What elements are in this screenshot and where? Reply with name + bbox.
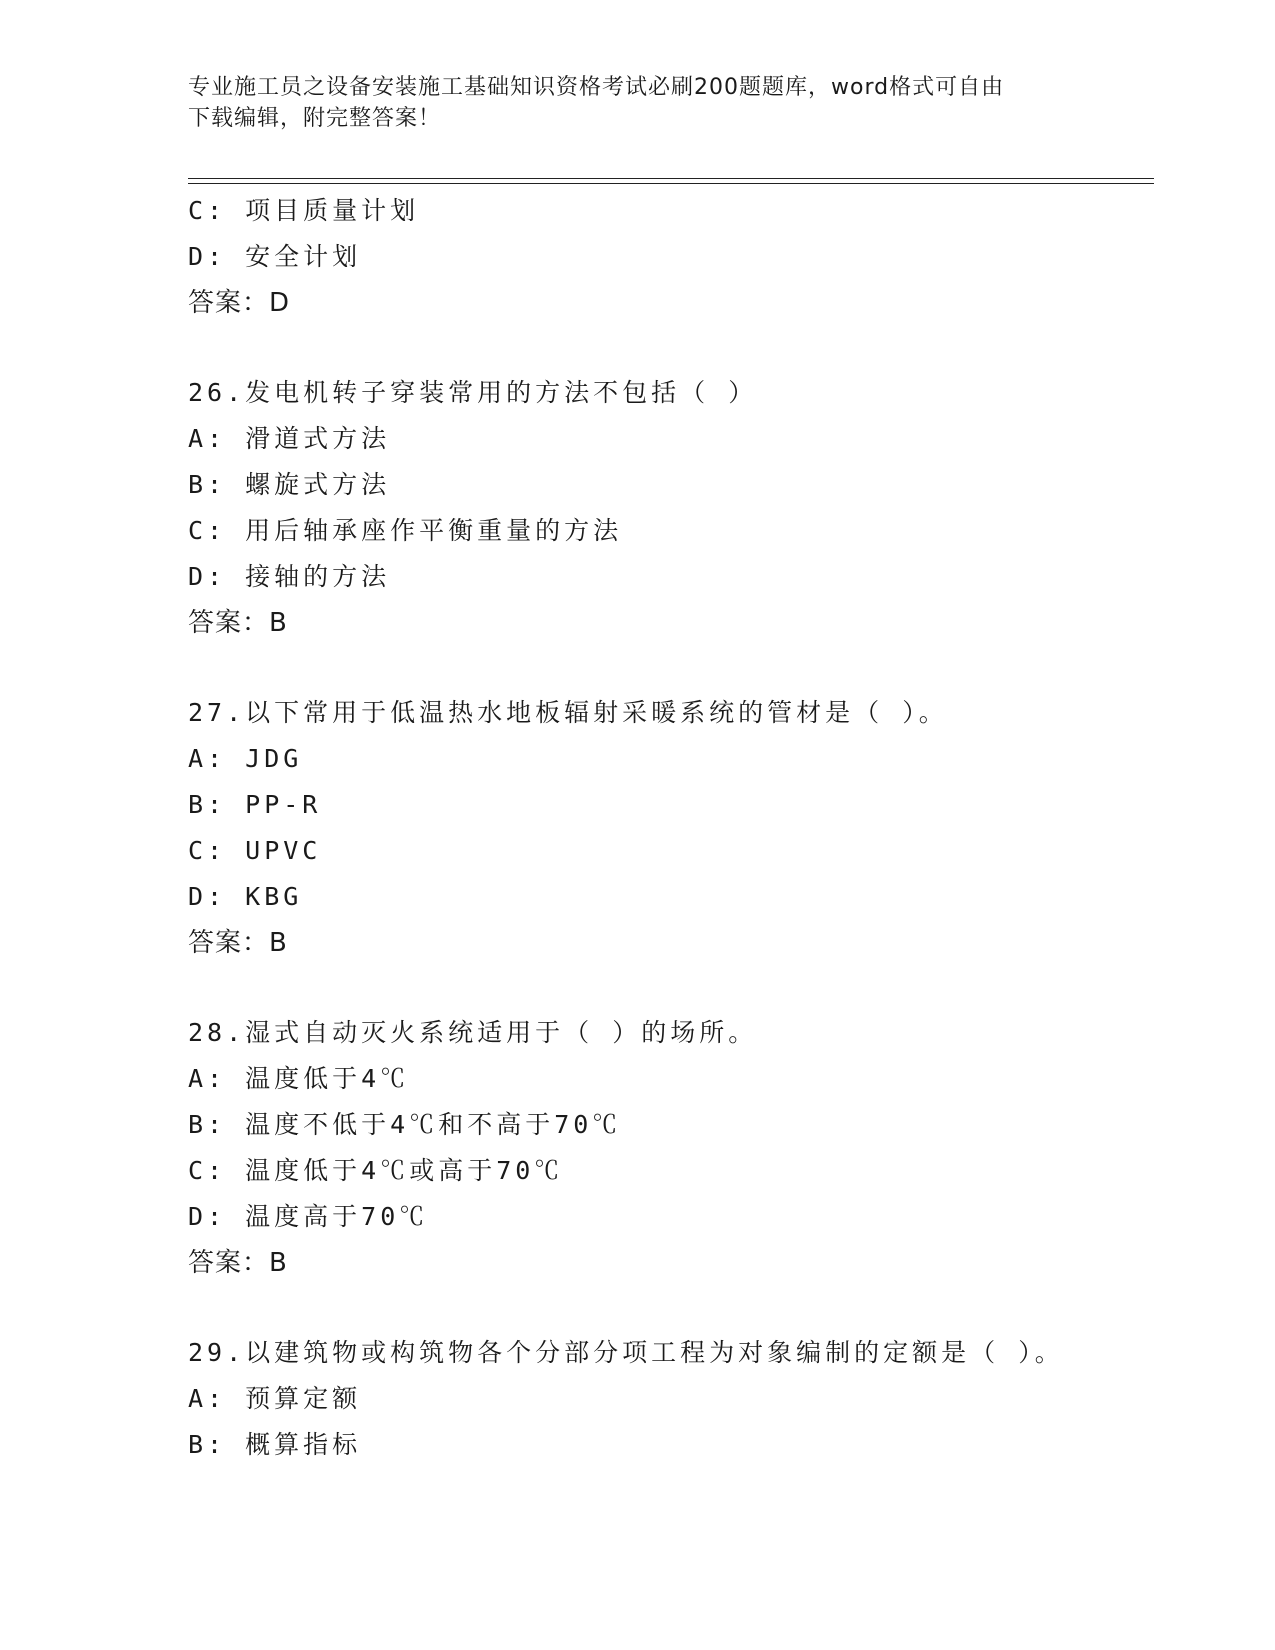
option-d: D: 温度高于70℃: [188, 1202, 429, 1231]
option-d: D: 安全计划: [188, 242, 362, 271]
question-25-continued: [188, 188, 1154, 326]
option-b: B: 温度不低于4℃和不高于70℃: [188, 1110, 622, 1139]
option-a: A: JDG: [188, 744, 303, 773]
option-d: D: 接轴的方法: [188, 562, 391, 591]
option-b: B: 概算指标: [188, 1430, 362, 1459]
question-stem: 26.发电机转子穿装常用的方法不包括（ ）: [188, 378, 758, 407]
answer: 答案：B: [188, 928, 288, 958]
question-stem: 29.以建筑物或构筑物各个分部分项工程为对象编制的定额是（ ）。: [188, 1338, 1064, 1367]
answer: 答案：B: [188, 608, 288, 638]
answer: 答案：D: [188, 288, 291, 318]
header-rule-top: [188, 178, 1154, 179]
question-27: [188, 690, 1154, 966]
question-stem: 27.以下常用于低温热水地板辐射采暖系统的管材是（ ）。: [188, 698, 948, 727]
question-stem: 28.湿式自动灭火系统适用于（ ）的场所。: [188, 1018, 758, 1047]
option-c: C: 项目质量计划: [188, 196, 420, 225]
option-d: D: KBG: [188, 882, 303, 911]
option-c: C: 温度低于4℃或高于70℃: [188, 1156, 564, 1185]
option-a: A: 滑道式方法: [188, 424, 391, 453]
header-line-1: 专业施工员之设备安装施工基础知识资格考试必刷200题题库，word格式可自由: [188, 75, 1005, 100]
option-b: B: PP-R: [188, 790, 322, 819]
option-b: B: 螺旋式方法: [188, 470, 391, 499]
question-26: [188, 370, 1154, 646]
option-c: C: 用后轴承座作平衡重量的方法: [188, 516, 623, 545]
option-a: A: 预算定额: [188, 1384, 362, 1413]
document-header: [188, 72, 1068, 134]
header-line-2: 下载编辑，附完整答案！: [188, 106, 442, 131]
question-28: [188, 1010, 1154, 1286]
option-a: A: 温度低于4℃: [188, 1064, 410, 1093]
option-c: C: UPVC: [188, 836, 322, 865]
answer: 答案：B: [188, 1248, 288, 1278]
question-list: [188, 188, 1154, 1468]
header-rule-bottom: [188, 183, 1154, 184]
question-29: [188, 1330, 1154, 1468]
